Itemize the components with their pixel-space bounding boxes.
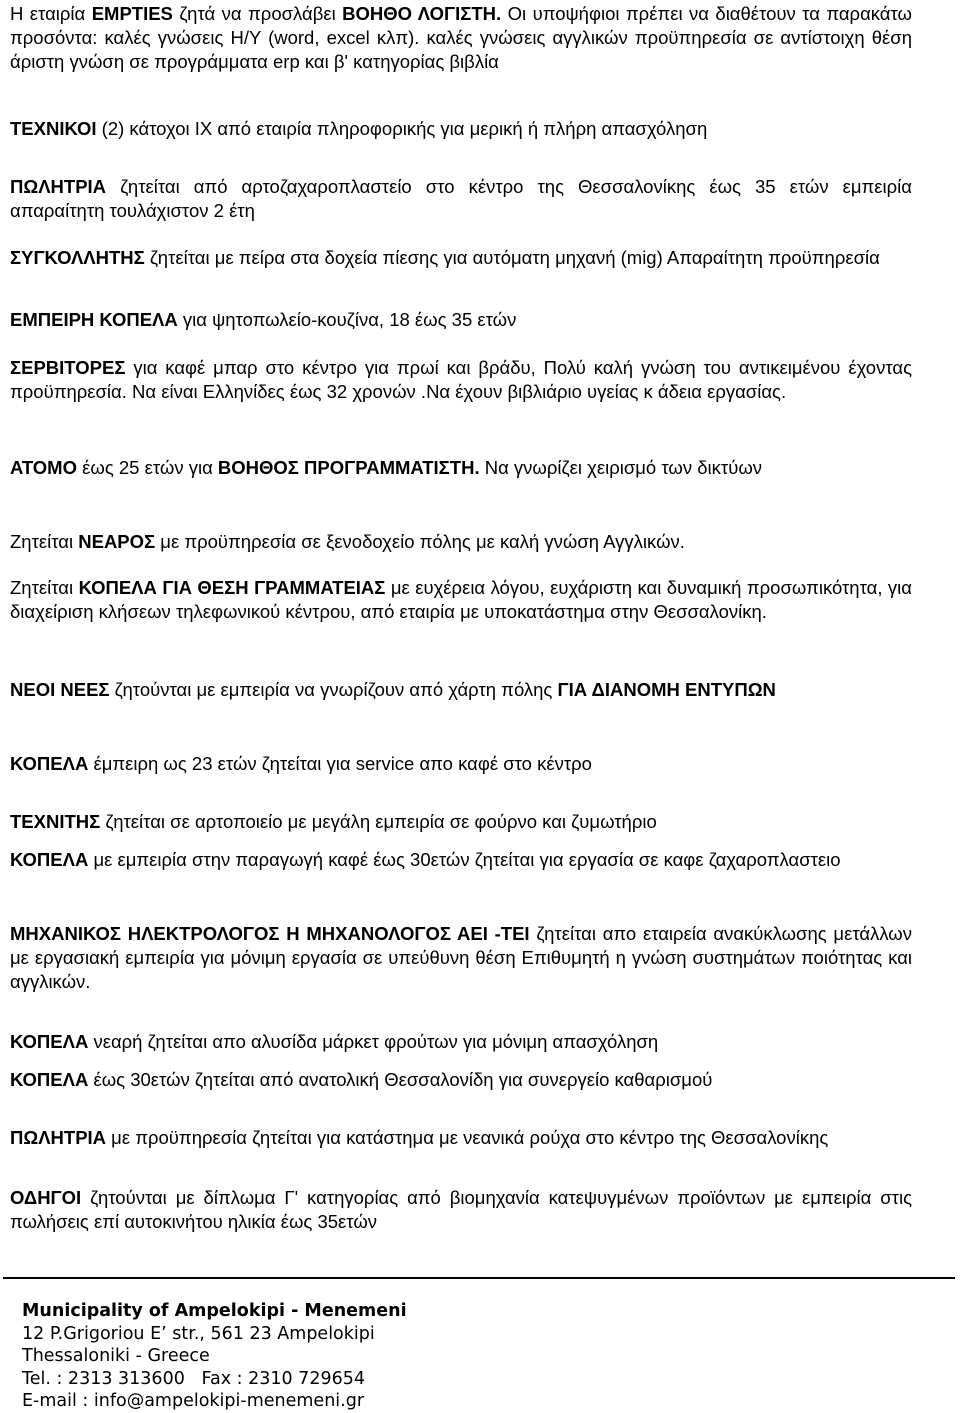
ad-text: Οι υποψήφιοι πρέπει να διαθέτουν τα παρακάτω προσόντα: καλές γνώσεις Η/Υ (word, excel κλπ). καλές γνώσεις αγγλικών προϋπηρεσία σε αντίστοιχη θέση άριστη γνώση σε προγράμματα erp και β' κατηγορίας βιβλία xyxy=(10,3,912,73)
ad-lead: Ζητείται xyxy=(10,577,79,598)
ad-title: ΝΕΟΙ ΝΕΕΣ xyxy=(10,679,110,700)
ad-text: με προϋπηρεσία ζητείται για κατάστημα με νεανικά ρούχα στο κέντρο της Θεσσαλονίκης xyxy=(106,1127,829,1148)
ad-lead: Ζητείται xyxy=(10,531,79,552)
ad-text: ζητείται από αρτοζαχαροπλαστείο στο κέντρο της Θεσσαλονίκης έως 35 ετών εμπειρία απαραίτητη τουλάχιστον 2 έτη xyxy=(10,176,912,222)
ad-text: για καφέ μπαρ στο κέντρο για πρωί και βράδυ, Πολύ καλή γνώση του αντικειμένου έχοντας προϋπηρεσία. Να είναι Ελληνίδες έως 32 χρονών .Να έχουν βιβλιάριο υγείας κ άδεια εργασίας. xyxy=(10,357,912,403)
ad-title: ΜΗΧΑΝΙΚΟΣ ΗΛΕΚΤΡΟΛΟΓΟΣ Η ΜΗΧΑΝΟΛΟΓΟΣ ΑΕΙ -ΤΕΙ xyxy=(10,923,530,944)
ad-empties xyxy=(10,2,912,75)
ad-title: ΚΟΠΕΛΑ xyxy=(10,1031,89,1052)
ad-text: με ευχέρεια λόγου, ευχάριστη και δυναμική προσωπικότητα, για διαχείριση κλήσεων τηλεφωνικού κέντρου, από εταιρία με υποκατάστημα στην Θεσσαλονίκη. xyxy=(10,577,912,623)
ad-text: ζητείται απο εταιρεία ανακύκλωσης μετάλλων με εργασιακή εμπειρία για μόνιμη εργασία σε υπεύθυνη θέση Επιθυμητή η γνώση συστημάτων ποιότητας και αγγλικών. xyxy=(10,923,912,993)
ad-text: έως 30ετών ζητείται από ανατολική Θεσσαλονίδη για συνεργείο καθαρισμού xyxy=(88,1069,713,1090)
ad-saleswoman-clothes xyxy=(10,1126,912,1150)
ad-text: ζητείται σε αρτοποιείο με μεγάλη εμπειρία σε φούρνο και ζυμωτήριο xyxy=(100,811,657,832)
ad-title: ΚΟΠΕΛΑ xyxy=(10,1069,89,1090)
ad-title: ΝΕΑΡΟΣ xyxy=(78,531,156,552)
ad-title: ΣΥΓΚΟΛΛΗΤΗΣ xyxy=(10,247,145,268)
footer-divider xyxy=(3,1277,955,1279)
ad-mid: ζητούνται με εμπειρία να γνωρίζουν από χάρτη πόλης xyxy=(109,679,558,700)
ad-saleswoman-bakery xyxy=(10,175,912,223)
ad-baker-technician xyxy=(10,810,912,834)
footer-phone-fax: Tel. : 2313 313600 Fax : 2310 729654 xyxy=(22,1368,365,1389)
footer xyxy=(22,1300,407,1413)
ad-title: ΠΩΛΗΤΡΙΑ xyxy=(10,176,107,197)
footer-city: Thessaloniki - Greece xyxy=(22,1346,210,1367)
ad-programmer-assistant xyxy=(10,456,912,480)
footer-organization: Municipality of Ampelokipi - Menemeni xyxy=(22,1301,407,1321)
ad-text: με εμπειρία στην παραγωγή καφέ έως 30ετών ζητείται για εργασία σε καφε ζαχαροπλαστειο xyxy=(88,849,841,870)
ad-text: (2) κάτοχοι ΙΧ από εταιρία πληροφορικής για μερική ή πλήρη απασχόληση xyxy=(96,118,708,139)
ad-text: νεαρή ζητείται απο αλυσίδα μάρκετ φρούτων για μόνιμη απασχόληση xyxy=(88,1031,659,1052)
ad-position: ΒΟΗΘΟ ΛΟΓΙΣΤΗ. xyxy=(342,3,502,24)
ad-waiters xyxy=(10,356,912,404)
ad-engineer xyxy=(10,922,912,995)
ad-technicians xyxy=(10,117,912,141)
footer-email: E-mail : info@ampelokipi-menemeni.gr xyxy=(22,1391,365,1412)
ad-girl-fruit-market xyxy=(10,1030,912,1054)
ad-mid: ζητά να προσλάβει xyxy=(172,3,343,24)
ad-secretary xyxy=(10,576,912,624)
ad-text: ζητούνται με δίπλωμα Γ' κατηγορίας από βιομηχανία κατεψυγμένων προϊόντων με εμπειρία στις πωλήσεις επί αυτοκινήτου ηλικία έως 35ετών xyxy=(10,1187,912,1233)
ad-title: ΤΕΧΝΙΚΟΙ xyxy=(10,118,97,139)
ad-title: ΟΔΗΓΟΙ xyxy=(10,1187,82,1208)
ad-text: Να γνωρίζει χειρισμό των δικτύων xyxy=(479,457,763,478)
ad-title: ΠΩΛΗΤΡΙΑ xyxy=(10,1127,107,1148)
ad-text: με προϋπηρεσία σε ξενοδοχείο πόλης με καλή γνώση Αγγλικών. xyxy=(155,531,685,552)
ad-text: για ψητοπωλείο-κουζίνα, 18 έως 35 ετών xyxy=(177,309,517,330)
ad-title: ΕΜΠΕΙΡΗ ΚΟΠΕΛΑ xyxy=(10,309,178,330)
ad-title: ΤΕΧΝΙΤΗΣ xyxy=(10,811,101,832)
ad-girl-coffee-production xyxy=(10,848,912,872)
footer-address: 12 P.Grigoriou E’ str., 561 23 Ampelokipi xyxy=(22,1323,375,1344)
ad-leaflet-distribution xyxy=(10,678,912,702)
ad-young-man-hotel xyxy=(10,530,912,554)
ad-mid: έως 25 ετών για xyxy=(76,457,218,478)
ad-position: ΒΟΗΘΟΣ ΠΡΟΓΡΑΜΜΑΤΙΣΤΗ. xyxy=(217,457,480,478)
ad-welder xyxy=(10,246,912,270)
ad-lead: Η εταιρία xyxy=(10,3,92,24)
ad-experienced-girl-grill xyxy=(10,308,912,332)
ad-drivers xyxy=(10,1186,912,1234)
ad-title: ΑΤΟΜΟ xyxy=(10,457,77,478)
ad-title: ΚΟΠΕΛΑ xyxy=(10,753,89,774)
company-name: EMPTIES xyxy=(91,3,173,24)
ad-title: ΚΟΠΕΛΑ xyxy=(10,849,89,870)
ad-girl-service-cafe xyxy=(10,752,912,776)
ad-position: ΓΙΑ ΔΙΑΝΟΜΗ ΕΝΤΥΠΩΝ xyxy=(557,679,776,700)
ad-title: ΣΕΡΒΙΤΟΡΕΣ xyxy=(10,357,126,378)
ad-text: ζητείται με πείρα στα δοχεία πίεσης για αυτόματη μηχανή (mig) Απαραίτητη προϋπηρεσία xyxy=(144,247,880,268)
ad-title: ΚΟΠΕΛΑ ΓΙΑ ΘΕΣΗ ΓΡΑΜΜΑΤΕΙΑΣ xyxy=(78,577,386,598)
ad-girl-cleaning xyxy=(10,1068,912,1092)
ad-text: έμπειρη ως 23 ετών ζητείται για service απο καφέ στο κέντρο xyxy=(88,753,592,774)
